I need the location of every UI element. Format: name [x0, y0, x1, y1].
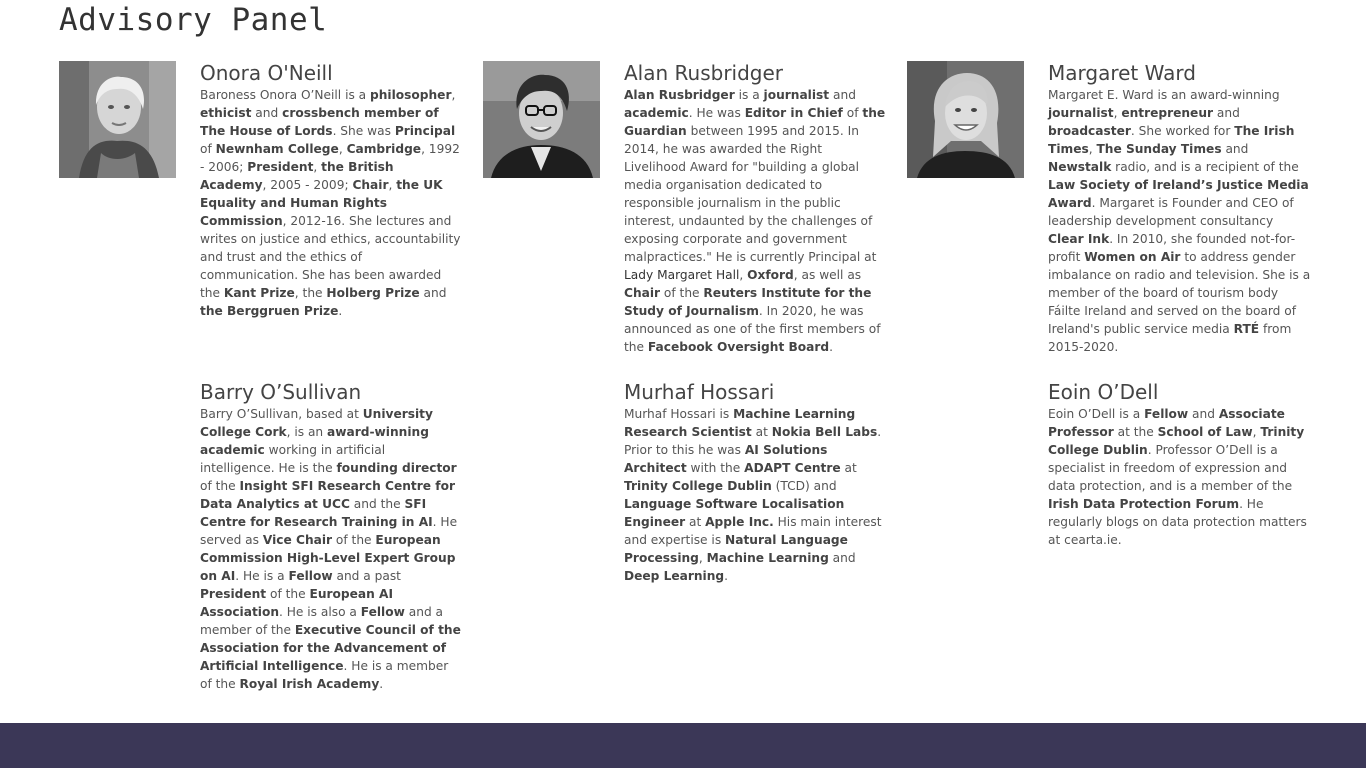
member-photo-margaret-ward [907, 61, 1024, 178]
bio-emphasis: journalist [1048, 106, 1114, 120]
bio-text: , [388, 178, 397, 192]
bio-text: Murhaf Hossari is [624, 407, 734, 421]
bio-emphasis: Deep Learning [624, 569, 725, 583]
bio-emphasis: award-winning academic [200, 425, 429, 457]
bio-emphasis: the British Academy [200, 160, 394, 192]
bio-emphasis: AI Solutions Architect [624, 443, 828, 475]
page-title: Advisory Panel [59, 2, 328, 38]
bio-text: and the [349, 497, 405, 511]
bio-text: at the [1113, 425, 1158, 439]
bio-emphasis: President [200, 587, 267, 601]
bio-emphasis: Reuters Institute for the Study of Journalism [624, 286, 872, 318]
bio-emphasis: Irish Data Protection Forum [1048, 497, 1240, 511]
bio-text: . She worked for [1130, 124, 1235, 138]
bio-text: Baroness Onora O’Neill is a [200, 88, 371, 102]
bio-emphasis: Kant Prize [223, 286, 295, 300]
bio-emphasis: journalist [763, 88, 830, 102]
bio-text: and [1213, 106, 1240, 120]
bio-emphasis: academic [624, 106, 689, 120]
bio-emphasis: entrepreneur [1121, 106, 1214, 120]
bio-emphasis: Associate Professor [1048, 407, 1285, 439]
bio-text: from 2015-2020. [1048, 322, 1292, 354]
bio-text: , [1252, 425, 1261, 439]
bio-text: Barry O’Sullivan, based at [200, 407, 363, 421]
bio-emphasis: Executive Council of the Association for the Advancement of Artificial Intelligence [200, 623, 461, 673]
member-photo-alan-rusbridger [483, 61, 600, 178]
bio-text: . Prior to this he was [624, 425, 882, 457]
bio-text: . [379, 677, 384, 691]
bio-text: of [200, 142, 216, 156]
bio-text: . He regularly blogs on data protection matters at cearta.ie. [1048, 497, 1307, 547]
bio-emphasis: broadcaster [1048, 124, 1131, 138]
bio-emphasis: School of Law [1157, 425, 1253, 439]
bio-text: , is an [286, 425, 328, 439]
bio-text: . Professor O’Dell is a specialist in freedom of expression and data protection, and is a member of the [1048, 443, 1293, 493]
bio-text: to address gender imbalance on radio and television. She is a member of the board of tourism body Fáilte Ireland and served on the board of Ireland's public service media [1048, 250, 1311, 336]
member-photo-onora-oneill [59, 61, 176, 178]
bio-text: at [751, 425, 772, 439]
bio-text: . [724, 569, 729, 583]
bio-text: . In 2020, he was announced as one of the first members of the [624, 304, 881, 354]
bio-text: His main interest and expertise is [624, 515, 882, 547]
bio-emphasis: crossbench member of The House of Lords [200, 106, 439, 138]
bio-emphasis: ADAPT Centre [744, 461, 841, 475]
bio-emphasis: SFI Centre for Research Training in AI [200, 497, 433, 529]
member-bio-eoin-odell [1048, 405, 1310, 549]
member-bio-barry-osullivan [200, 405, 462, 693]
bio-text: and [1188, 407, 1219, 421]
bio-emphasis: Trinity College Dublin [1048, 425, 1305, 457]
bio-text: . In 2010, she founded not-for-profit [1048, 232, 1296, 264]
member-name-onora-oneill: Onora O'Neill [200, 61, 333, 85]
bio-text: and [419, 286, 447, 300]
member-bio-onora-oneill [200, 86, 462, 320]
bio-emphasis: Women on Air [1084, 250, 1181, 264]
bio-emphasis: European AI Association [200, 587, 394, 619]
bio-emphasis: Newstalk [1048, 160, 1112, 174]
bio-text: . He is a [235, 569, 289, 583]
member-name-margaret-ward: Margaret Ward [1048, 61, 1196, 85]
bio-emphasis: Insight SFI Research Centre for Data Analytics at UCC [200, 479, 455, 511]
bio-text: , [313, 160, 322, 174]
bio-text: Lady Margaret Hall [624, 268, 740, 282]
bio-emphasis: the Berggruen Prize [200, 304, 339, 318]
bio-emphasis: the Guardian [624, 106, 886, 138]
bio-text: and [1221, 142, 1249, 156]
bio-emphasis: Machine Learning [706, 551, 829, 565]
bio-emphasis: founding director [336, 461, 457, 475]
bio-emphasis: Nokia Bell Labs [771, 425, 878, 439]
bio-text: of the [200, 479, 240, 493]
bio-text: between 1995 and 2015. In 2014, he was awarded the Right Livelihood Award for "building a global media organisation dedicated to responsible journalism in the public interest, undaunted by the challenges of exposing corporate and government malpractices." He is currently Principal at [624, 124, 877, 264]
bio-emphasis: Machine Learning Research Scientist [624, 407, 856, 439]
bio-text: Eoin O’Dell is a [1048, 407, 1145, 421]
bio-text: at [840, 461, 857, 475]
bio-emphasis: Trinity College Dublin [624, 479, 772, 493]
bio-text: , [1088, 142, 1097, 156]
bio-emphasis: The Sunday Times [1096, 142, 1222, 156]
bio-text: at [685, 515, 706, 529]
bio-text: working in artificial intelligence. He is the [200, 443, 386, 475]
bio-text: and [829, 88, 856, 102]
bio-text: radio, and is a recipient of the [1111, 160, 1299, 174]
bio-text: , as well as [793, 268, 862, 282]
bio-text: . He was [688, 106, 745, 120]
bio-text: Margaret E. Ward is an award-winning [1048, 88, 1280, 102]
member-bio-murhaf-hossari [624, 405, 886, 585]
bio-text: and a member of the [200, 605, 444, 637]
member-name-barry-osullivan: Barry O’Sullivan [200, 380, 362, 404]
bio-emphasis: Cambridge [346, 142, 422, 156]
bio-text: is a [734, 88, 764, 102]
bio-emphasis: President [247, 160, 314, 174]
bio-emphasis: European Commission High-Level Expert Group on AI [200, 533, 456, 583]
bio-text: , [1113, 106, 1122, 120]
bio-text: . He is also a [279, 605, 361, 619]
bio-text: , 1992 - 2006; [200, 142, 460, 174]
bio-emphasis: philosopher [370, 88, 452, 102]
bio-text: . [829, 340, 834, 354]
footer-bar [0, 723, 1366, 768]
bio-text: and a past [332, 569, 401, 583]
bio-text: , 2012-16. She lectures and writes on justice and ethics, accountability and trust and the ethics of communication. She has been awarded the [200, 214, 461, 300]
bio-emphasis: Newnham College [215, 142, 339, 156]
member-bio-margaret-ward [1048, 86, 1312, 356]
bio-emphasis: Fellow [288, 569, 333, 583]
bio-text: of [842, 106, 863, 120]
bio-emphasis: Editor in Chief [744, 106, 843, 120]
member-name-eoin-odell: Eoin O’Dell [1048, 380, 1159, 404]
bio-text: and [828, 551, 856, 565]
bio-text: . He served as [200, 515, 458, 547]
bio-text: , the [294, 286, 327, 300]
bio-text: with the [686, 461, 745, 475]
bio-emphasis: RTÉ [1233, 322, 1260, 336]
bio-text: and [251, 106, 283, 120]
bio-text: of the [660, 286, 704, 300]
bio-text: , [338, 142, 347, 156]
member-name-alan-rusbridger: Alan Rusbridger [624, 61, 784, 85]
bio-emphasis: Royal Irish Academy [239, 677, 380, 691]
member-name-murhaf-hossari: Murhaf Hossari [624, 380, 775, 404]
bio-emphasis: ethicist [200, 106, 252, 120]
bio-text: , 2005 - 2009; [262, 178, 353, 192]
bio-emphasis: Chair [624, 286, 661, 300]
bio-text: , [739, 268, 748, 282]
bio-emphasis: Facebook Oversight Board [647, 340, 830, 354]
bio-emphasis: Chair [352, 178, 389, 192]
bio-emphasis: Vice Chair [262, 533, 333, 547]
bio-text: , [451, 88, 456, 102]
bio-emphasis: Oxford [747, 268, 794, 282]
bio-emphasis: Alan Rusbridger [624, 88, 735, 102]
bio-text: of the [332, 533, 376, 547]
bio-emphasis: Apple Inc. [705, 515, 774, 529]
member-bio-alan-rusbridger [624, 86, 886, 356]
bio-emphasis: the UK Equality and Human Rights Commission [200, 178, 443, 228]
bio-text: . He is a member of the [200, 659, 449, 691]
bio-emphasis: Principal [394, 124, 456, 138]
bio-text: . [338, 304, 343, 318]
bio-emphasis: The Irish Times [1048, 124, 1295, 156]
bio-text: of the [266, 587, 310, 601]
bio-text: (TCD) and [771, 479, 837, 493]
bio-emphasis: Fellow [1144, 407, 1189, 421]
bio-emphasis: Clear Ink [1048, 232, 1110, 246]
bio-emphasis: University College Cork [200, 407, 433, 439]
bio-emphasis: Fellow [360, 605, 405, 619]
bio-emphasis: Natural Language Processing [624, 533, 848, 565]
bio-emphasis: Language Software Localisation Engineer [624, 497, 845, 529]
bio-text: . Margaret is Founder and CEO of leadership development consultancy [1048, 196, 1294, 228]
bio-text: . She was [332, 124, 395, 138]
bio-text: , [698, 551, 707, 565]
bio-emphasis: Holberg Prize [326, 286, 420, 300]
bio-emphasis: Law Society of Ireland’s Justice Media Award [1048, 178, 1309, 210]
